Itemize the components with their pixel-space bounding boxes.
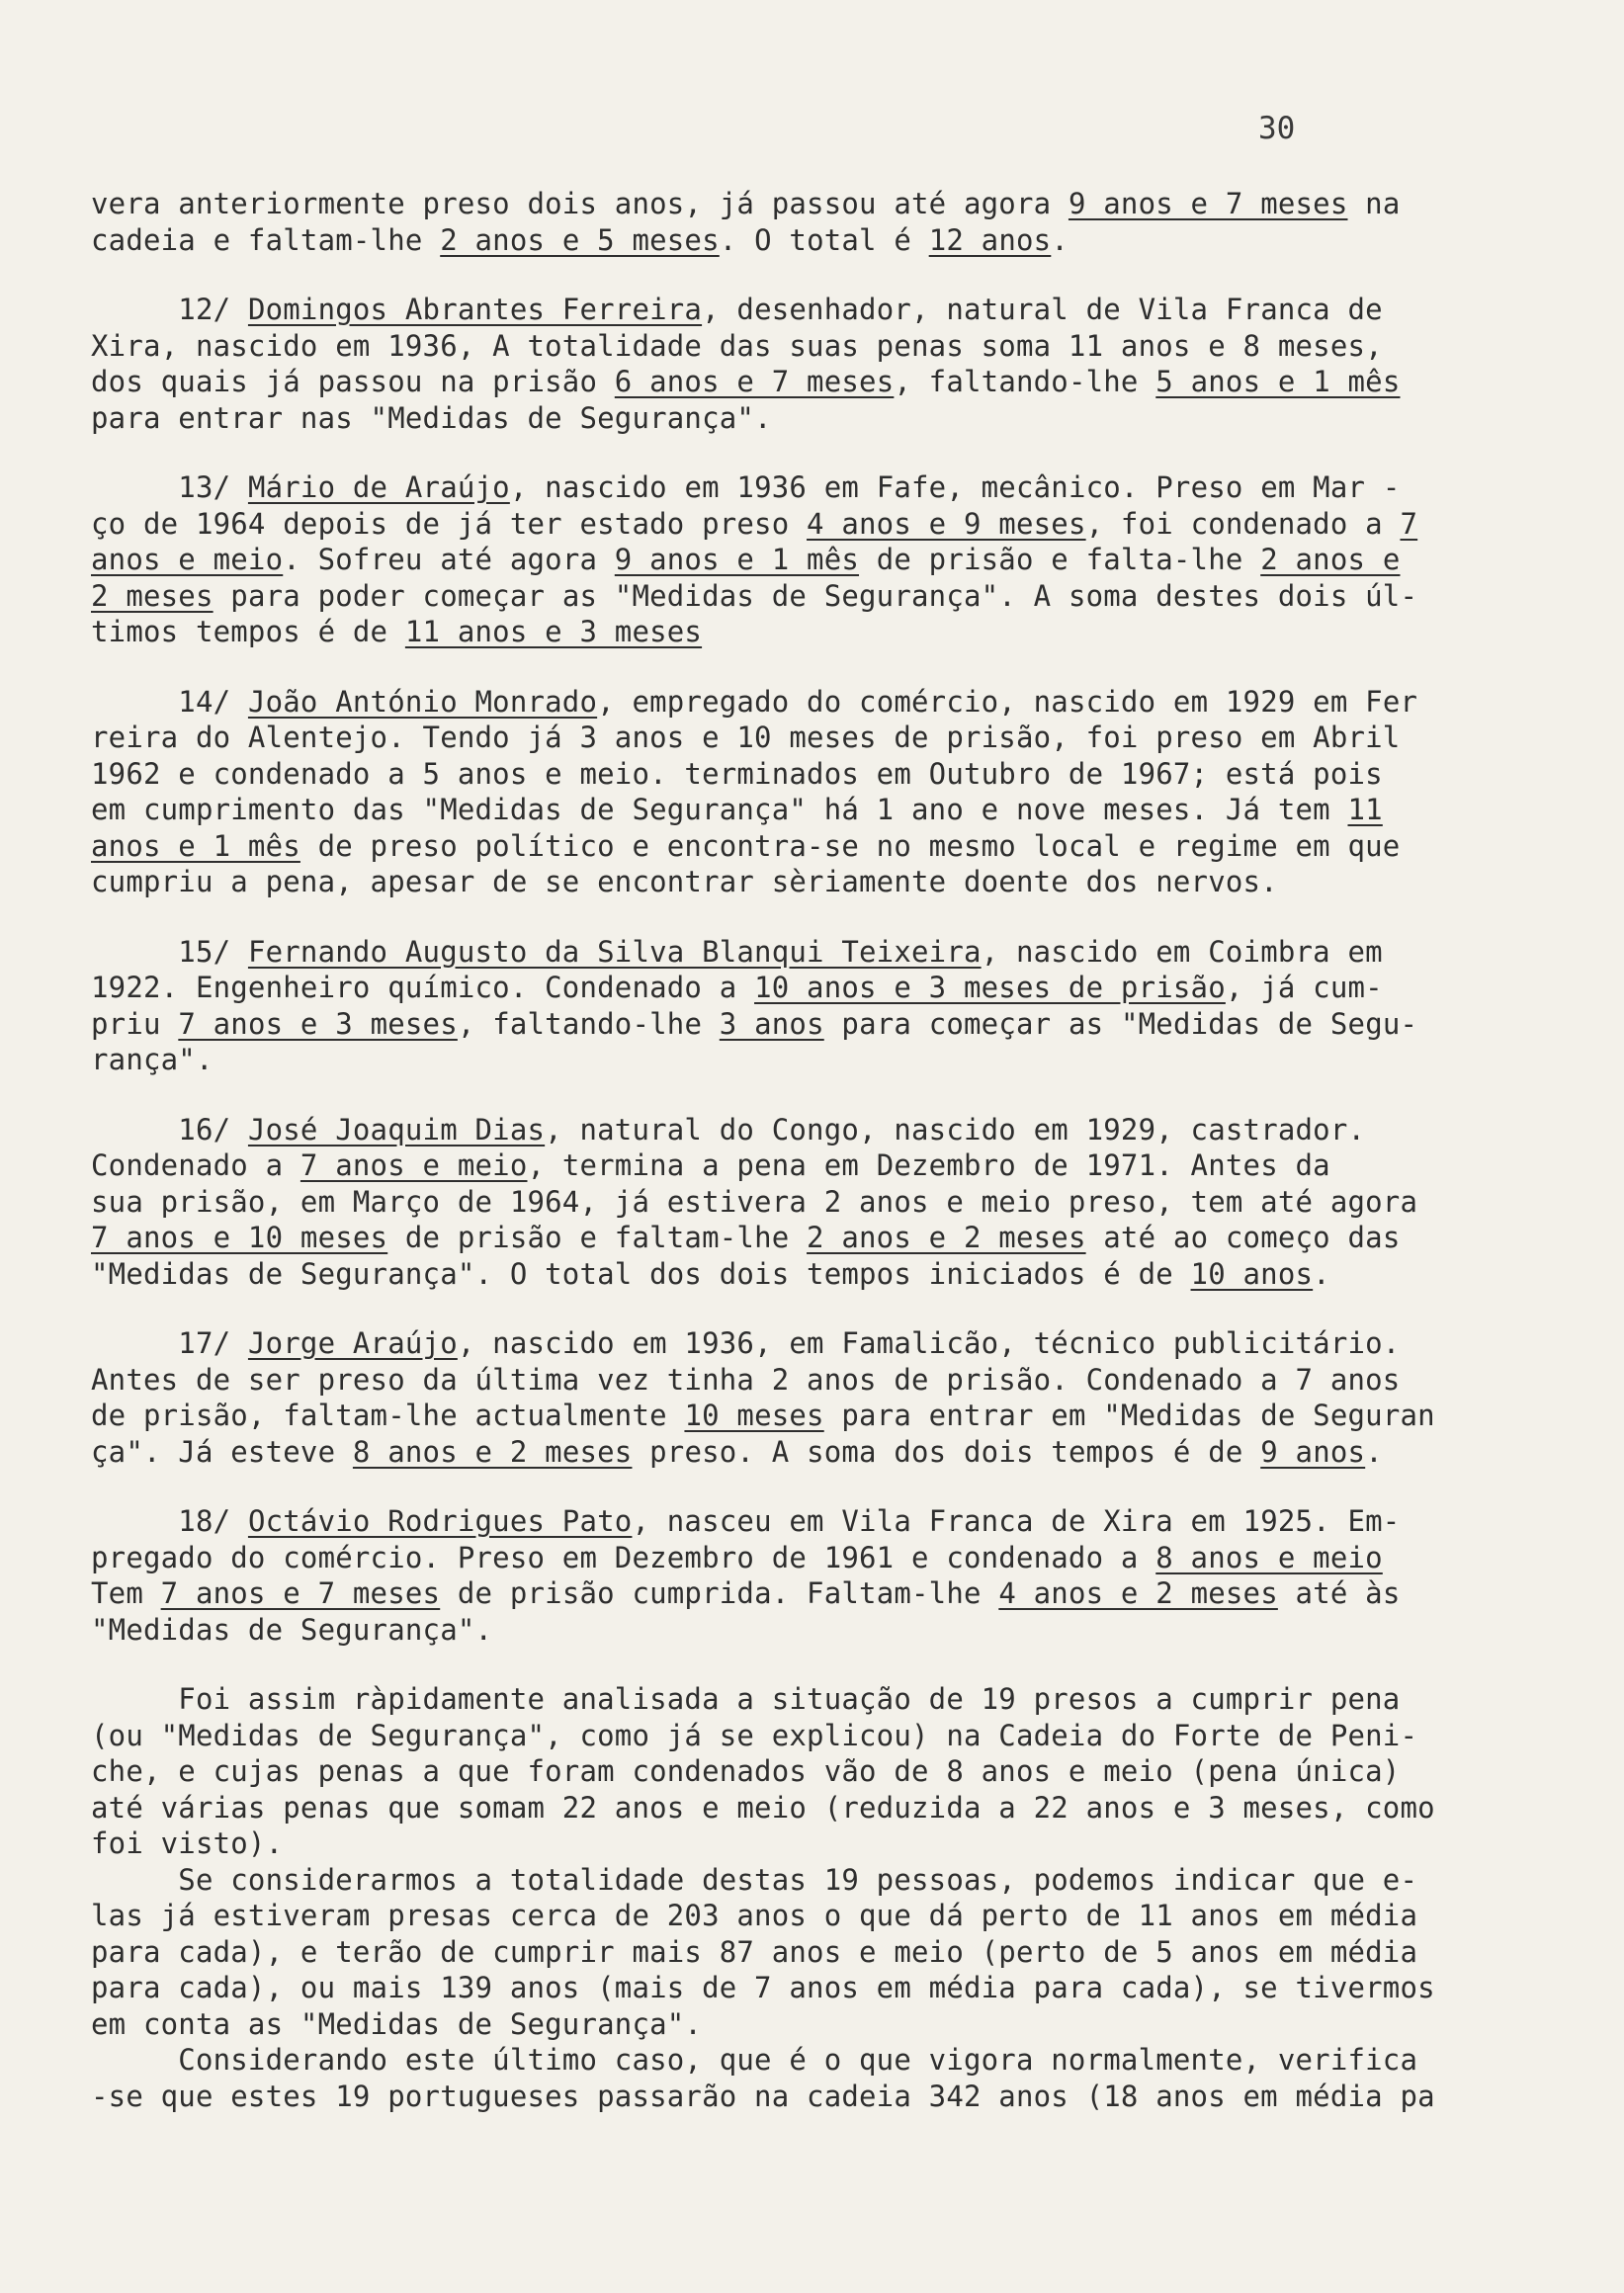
text-line: ço de 1964 depois de já ter estado preso 4 anos e 9 meses, foi condenado a 7 [91,506,1418,541]
text-line: cumpriu a pena, apesar de se encontrar sèriamente doente dos nervos. [91,865,1278,898]
paragraph-entry-18 [91,1503,1401,1648]
paragraph-entry-16 [91,1112,1418,1293]
text-line: Se considerarmos a totalidade destas 19 pessoas, podemos indicar que e- [91,1862,1418,1897]
text-line: 15/ Fernando Augusto da Silva Blanqui Teixeira, nascido em Coimbra em [91,934,1383,969]
text-line: 2 meses para poder começar as "Medidas de Segurança". A soma destes dois úl- [91,578,1418,613]
text-line: Considerando este último caso, que é o que vigora normalmente, verifica [91,2043,1418,2077]
text-line: 16/ José Joaquim Dias, natural do Congo, nascido em 1929, castrador. [91,1112,1366,1146]
text-line: 13/ Mário de Araújo, nascido em 1936 em Fafe, mecânico. Preso em Mar - [91,470,1401,504]
text-line: sua prisão, em Março de 1964, já estivera 2 anos e meio preso, tem até agora [91,1184,1418,1219]
text-line: em cumprimento das "Medidas de Segurança" há 1 ano e nove meses. Já tem 11 [91,793,1383,826]
text-line: 18/ Octávio Rodrigues Pato, nasceu em Vila Franca de Xira em 1925. Em- [91,1504,1401,1538]
text-line: rança". [91,1043,214,1076]
text-line: de prisão, faltam-lhe actualmente 10 meses para entrar em "Medidas de Seguran [91,1399,1435,1432]
text-line: Condenado a 7 anos e meio, termina a pena em Dezembro de 1971. Antes da [91,1148,1330,1182]
text-line: "Medidas de Segurança". O total dos dois tempos iniciados é de 10 anos. [91,1256,1330,1291]
text-line: priu 7 anos e 3 meses, faltando-lhe 3 anos para começar as "Medidas de Segu- [91,1006,1418,1041]
text-line: reira do Alentejo. Tendo já 3 anos e 10 meses de prisão, foi preso em Abril [91,721,1401,754]
text-line: em conta as "Medidas de Segurança". [91,2006,703,2041]
text-line: 17/ Jorge Araújo, nascido em 1936, em Famalicão, técnico publicitário. [91,1326,1401,1360]
paragraph-entry-12 [91,292,1401,436]
text-line: Tem 7 anos e 7 meses de prisão cumprida. Faltam-lhe 4 anos e 2 meses até às [91,1576,1401,1610]
text-line: (ou "Medidas de Segurança", como já se explicou) na Cadeia do Forte de Peni- [91,1718,1418,1752]
text-line: pregado do comércio. Preso em Dezembro de 1961 e condenado a 8 anos e meio [91,1540,1383,1574]
text-line: 12/ Domingos Abrantes Ferreira, desenhador, natural de Vila Franca de [91,293,1383,326]
text-line: Xira, nascido em 1936, A totalidade das suas penas soma 11 anos e 8 meses, [91,328,1383,363]
text-line: Foi assim ràpidamente analisada a situação de 19 presos a cumprir pena [91,1682,1401,1716]
text-line: 7 anos e 10 meses de prisão e faltam-lhe 2 anos e 2 meses até ao começo das [91,1221,1401,1254]
text-line: timos tempos é de 11 anos e 3 meses [91,615,703,648]
text-line: anos e 1 mês de preso político e encontra-se no mesmo local e regime em que [91,828,1401,863]
text-line: para cada), e terão de cumprir mais 87 anos e meio (perto de 5 anos em média [91,1934,1418,1969]
text-line: -se que estes 19 portugueses passarão na cadeia 342 anos (18 anos em média pa [91,2079,1435,2113]
text-line: 14/ João António Monrado, empregado do comércio, nascido em 1929 em Fer [91,684,1418,719]
text-line: foi visto). [91,1826,284,1860]
text-line: che, e cujas penas a que foram condenados vão de 8 anos e meio (pena única) [91,1754,1401,1788]
text-line: anos e meio. Sofreu até agora 9 anos e 1 mês de prisão e falta-lhe 2 anos e [91,543,1401,576]
text-line: ça". Já esteve 8 anos e 2 meses preso. A soma dos dois tempos é de 9 anos. [91,1434,1383,1469]
text-line: dos quais já passou na prisão 6 anos e 7 meses, faltando-lhe 5 anos e 1 mês [91,365,1401,398]
text-line: para cada), ou mais 139 anos (mais de 7 anos em média para cada), se tivermos [91,1971,1435,2004]
text-line: até várias penas que somam 22 anos e meio (reduzida a 22 anos e 3 meses, como [91,1790,1435,1825]
paragraph-summary [91,1681,1435,2114]
paragraph-continuation [91,186,1401,258]
text-line: 1962 e condenado a 5 anos e meio. terminados em Outubro de 1967; está pois [91,756,1383,791]
paragraph-entry-15 [91,934,1418,1078]
page-number: 30 [1258,111,1296,146]
text-line: "Medidas de Segurança". [91,1612,493,1647]
text-line: cadeia e faltam-lhe 2 anos e 5 meses. O total é 12 anos. [91,222,1068,257]
document-body [91,186,1435,2148]
paragraph-entry-17 [91,1325,1435,1470]
text-line: 1922. Engenheiro químico. Condenado a 10 anos e 3 meses de prisão, já cum- [91,971,1383,1004]
text-line: vera anteriormente preso dois anos, já passou até agora 9 anos e 7 meses na [91,187,1401,220]
paragraph-entry-14 [91,684,1418,900]
paragraph-entry-13 [91,469,1418,650]
text-line: Antes de ser preso da última vez tinha 2 anos de prisão. Condenado a 7 anos [91,1362,1401,1397]
text-line: las já estiveram presas cerca de 203 anos o que dá perto de 11 anos em média [91,1899,1418,1932]
text-line: para entrar nas "Medidas de Segurança". [91,400,772,435]
